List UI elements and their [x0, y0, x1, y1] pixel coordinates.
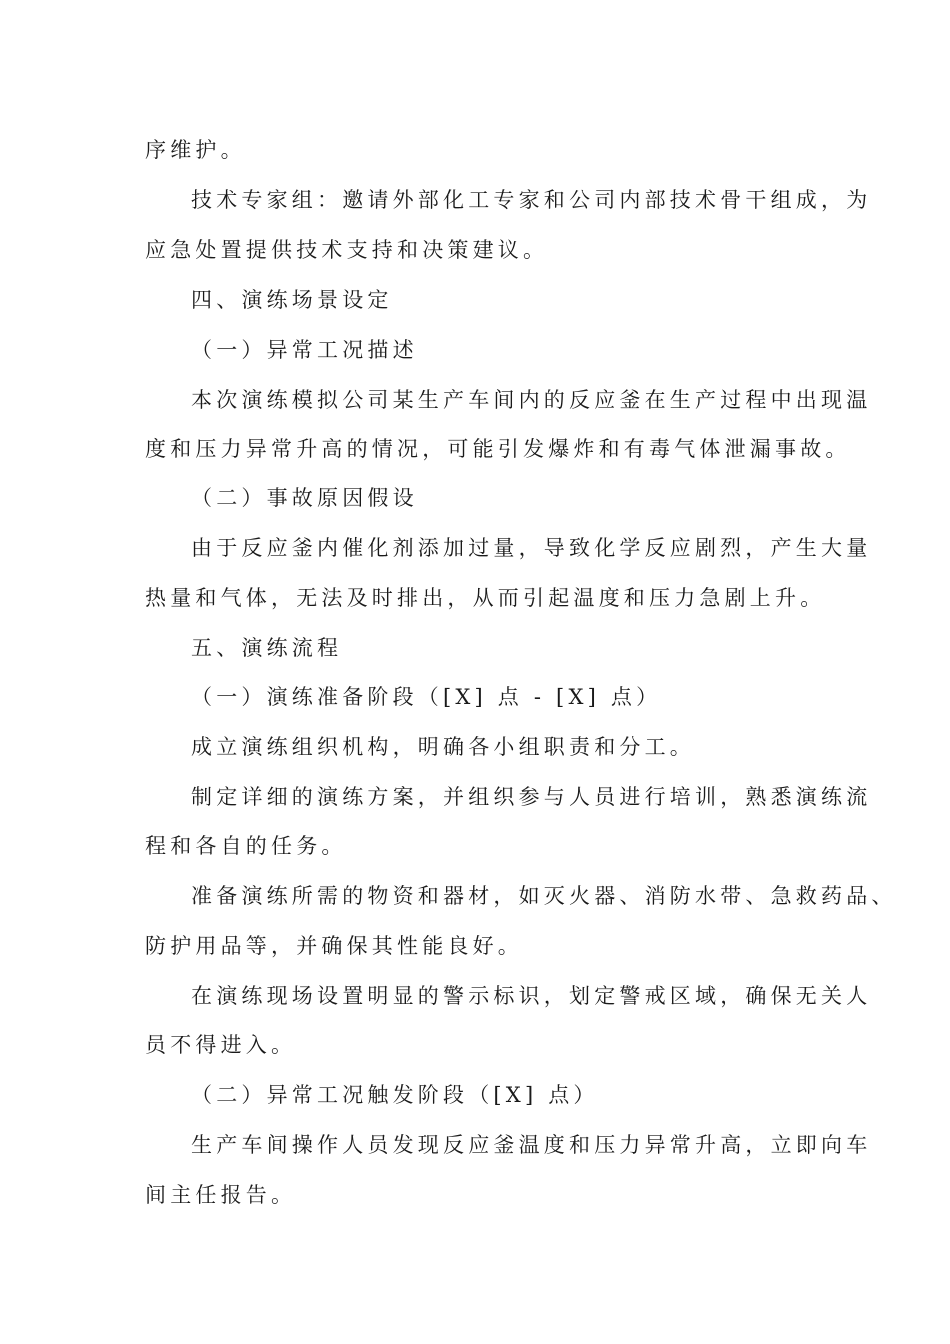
para-prep-plan-line-2: 程和各自的任务。 — [145, 834, 347, 858]
para-prep-plan-line-1: 制定详细的演练方案，并组织参与人员进行培训，熟悉演练流 — [191, 785, 872, 809]
para-maintenance-tail-line-1: 序维护。 — [145, 138, 246, 162]
heading-5-2: （二）异常工况触发阶段（[X] 点） — [191, 1083, 599, 1107]
para-prep-warning-line-1: 在演练现场设置明显的警示标识，划定警戒区域，确保无关人 — [191, 984, 872, 1008]
para-cause-assumption-line-2: 热量和气体，无法及时排出，从而引起温度和压力急剧上升。 — [145, 586, 826, 610]
para-abnormal-description-line-2: 度和压力异常升高的情况，可能引发爆炸和有毒气体泄漏事故。 — [145, 437, 851, 461]
para-prep-warning-line-2: 员不得进入。 — [145, 1033, 297, 1057]
heading-4-2: （二）事故原因假设 — [191, 486, 418, 510]
heading-5-1: （一）演练准备阶段（[X] 点 - [X] 点） — [191, 685, 662, 709]
heading-4-1: （一）异常工况描述 — [191, 338, 418, 362]
para-tech-expert-group-line-2: 应急处置提供技术支持和决策建议。 — [145, 238, 549, 262]
para-trigger-report-line-1: 生产车间操作人员发现反应釜温度和压力异常升高，立即向车 — [191, 1133, 872, 1157]
para-tech-expert-group-line-1: 技术专家组：邀请外部化工专家和公司内部技术骨干组成，为 — [191, 188, 872, 212]
para-prep-materials-line-2: 防护用品等，并确保其性能良好。 — [145, 934, 523, 958]
para-abnormal-description-line-1: 本次演练模拟公司某生产车间内的反应釜在生产过程中出现温 — [191, 388, 872, 412]
heading-section-5: 五、演练流程 — [191, 636, 343, 660]
para-prep-materials-line-1: 准备演练所需的物资和器材，如灭火器、消防水带、急救药品、 — [191, 884, 897, 908]
heading-section-4: 四、演练场景设定 — [191, 288, 393, 312]
para-trigger-report-line-2: 间主任报告。 — [145, 1183, 297, 1207]
para-prep-org-line-1: 成立演练组织机构，明确各小组职责和分工。 — [191, 735, 695, 759]
para-cause-assumption-line-1: 由于反应釜内催化剂添加过量，导致化学反应剧烈，产生大量 — [191, 536, 872, 560]
